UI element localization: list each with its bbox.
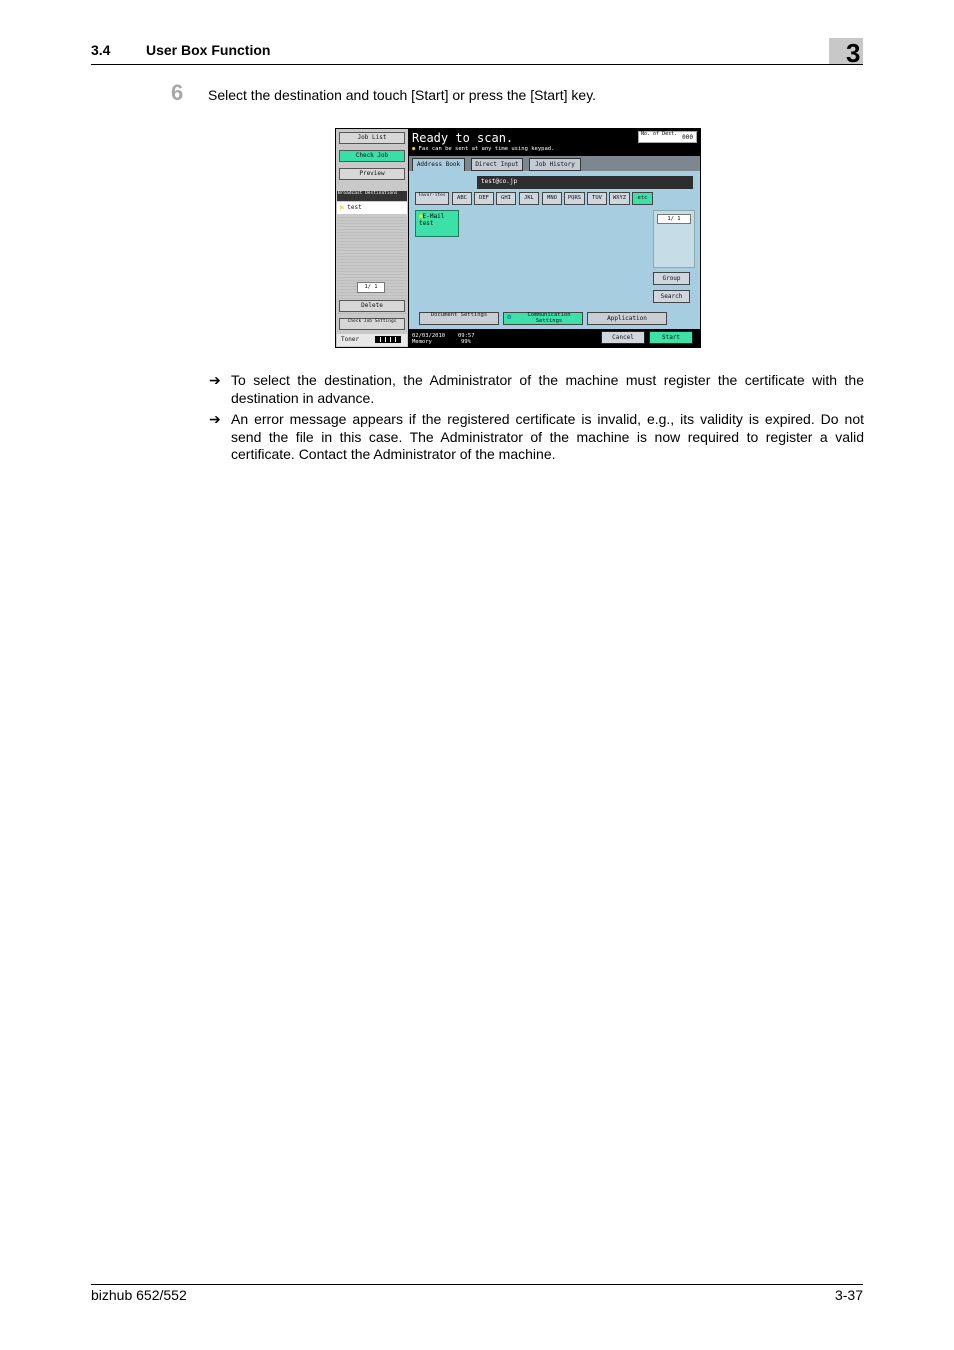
entry-type-row [419, 213, 455, 220]
destination-count: 000 [682, 134, 693, 141]
toner-label: Toner [337, 334, 407, 346]
destination-entry[interactable] [415, 210, 459, 237]
application-button[interactable]: Application [587, 312, 667, 325]
status-date: 02/03/2010 [412, 333, 446, 339]
footer-rule [91, 1284, 863, 1285]
index-pqrs[interactable]: PQRS [564, 192, 585, 205]
status-time: 09:57 [458, 333, 475, 339]
arrow-icon: ➔ [209, 372, 221, 388]
bullet-text-1: To select the destination, the Administrator of the machine must register the certificate with the destination in advance. [231, 372, 864, 406]
envelope-icon: ✉ [340, 204, 344, 211]
memory-value: 99% [461, 339, 471, 345]
section-number: 3.4 [91, 42, 111, 58]
chapter-number: 3 [846, 38, 861, 68]
start-button[interactable]: Start [649, 331, 693, 344]
bullet-text-2: An error message appears if the registered certificate is invalid, e.g., its validity is expired. Do not send the file in this case. The Administrator of the machine is now required to register a valid certificate. Contact the Administrator of the machine. [231, 411, 864, 462]
arrow-icon: ➔ [209, 411, 221, 427]
section-title: User Box Function [146, 42, 271, 58]
job-list-button[interactable]: Job List [339, 132, 405, 144]
ready-message: Ready to scan. [412, 131, 514, 145]
index-wxyz[interactable]: WXYZ [609, 192, 630, 205]
machine-screen [335, 128, 701, 348]
header-rule [91, 64, 863, 65]
tab-address-book[interactable]: Address Book [412, 158, 465, 173]
footer-page-number: 3-37 [834, 1287, 863, 1303]
destination-count-box [638, 131, 697, 143]
broadcast-header: Broadcast Destinations [337, 191, 407, 201]
index-jkl[interactable]: JKL [519, 192, 539, 205]
email-icon: ■ [419, 213, 423, 220]
toner-level-bar [375, 336, 401, 343]
document-settings-button[interactable]: Document Settings [419, 312, 499, 325]
check-job-settings-button[interactable]: Check Job Settings [339, 318, 405, 330]
communication-settings-button[interactable] [503, 312, 583, 325]
cancel-button[interactable]: Cancel [601, 331, 645, 344]
step-number: 6 [171, 80, 184, 105]
index-ghi[interactable]: GHI [496, 192, 516, 205]
index-def[interactable]: DEF [474, 192, 494, 205]
right-page-indicator: 1/ 1 [657, 214, 691, 224]
index-tuv[interactable]: TUV [587, 192, 607, 205]
index-favorites[interactable]: Favor-ites [415, 192, 449, 205]
left-page-indicator: 1/ 1 [357, 282, 385, 293]
footer-product: bizhub 652/552 [91, 1287, 187, 1303]
address-input[interactable]: test@co.jp [477, 176, 693, 189]
group-button[interactable]: Group [653, 272, 690, 285]
index-etc[interactable]: etc [632, 192, 653, 205]
entry-type: E-Mail [422, 213, 445, 220]
settings-icon: ⚙ [507, 313, 512, 321]
step-text: Select the destination and touch [Start] or press the [Start] key. [208, 87, 597, 103]
entry-name: test [419, 220, 434, 227]
index-abc[interactable]: ABC [452, 192, 472, 205]
broadcast-item[interactable] [337, 202, 407, 214]
destination-count-label: No. of Dest. [641, 131, 678, 137]
tab-direct-input[interactable]: Direct Input [471, 158, 523, 171]
tab-job-history[interactable]: Job History [529, 158, 581, 171]
communication-settings-label: Communication Settings [527, 312, 571, 324]
broadcast-item-label: test [347, 204, 362, 211]
check-job-button[interactable]: Check Job [339, 150, 405, 162]
index-mno[interactable]: MNO [542, 192, 562, 205]
fax-message [412, 145, 554, 153]
memory-label: Memory [412, 339, 432, 345]
preview-button[interactable]: Preview [339, 168, 405, 180]
fax-message-text: Fax can be sent at any time using keypad. [418, 146, 555, 152]
delete-button[interactable]: Delete [339, 300, 405, 312]
lightbulb-icon: ● [412, 146, 416, 152]
search-button[interactable]: Search [653, 290, 690, 303]
